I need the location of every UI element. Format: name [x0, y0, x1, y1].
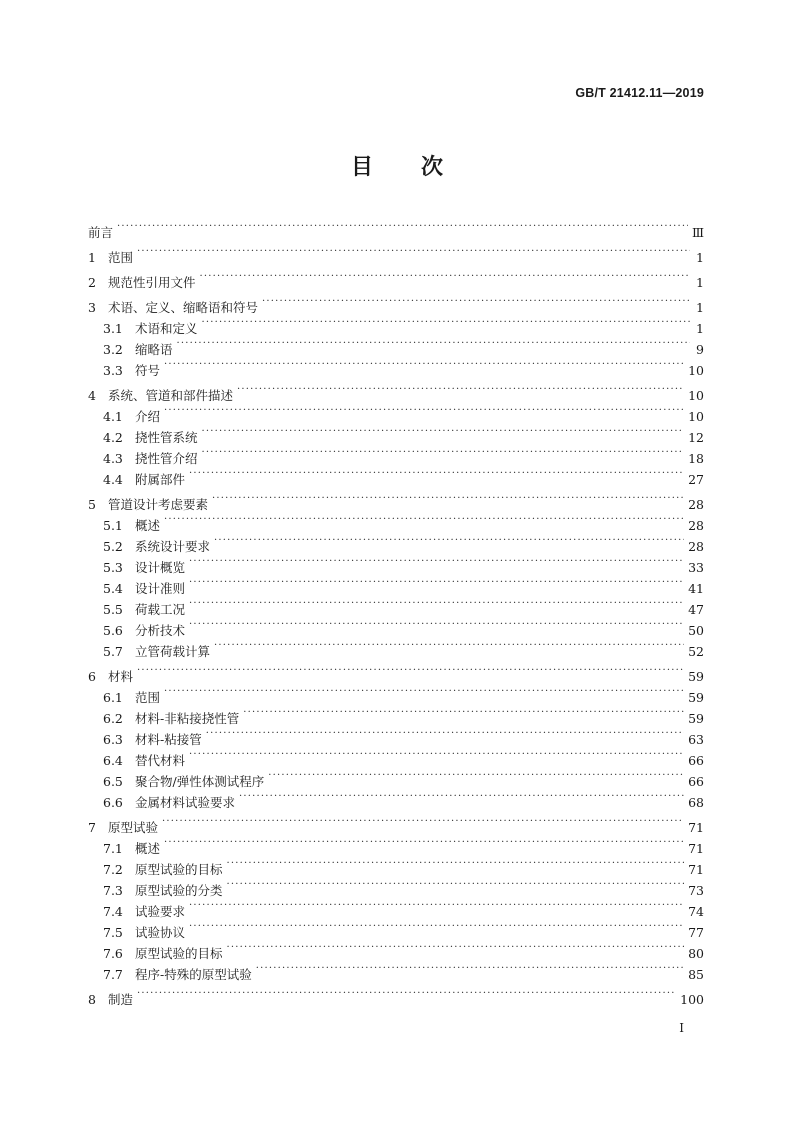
- dot-leader: [227, 937, 685, 958]
- toc-entry-label: 缩略语: [135, 342, 173, 357]
- dot-leader: [237, 379, 684, 400]
- toc-entry[interactable]: [88, 216, 704, 240]
- dot-leader: [137, 241, 690, 262]
- toc-entry-number: 5.5: [103, 602, 123, 617]
- toc-entry-page: 71: [688, 841, 704, 856]
- toc-entry-number: 6.5: [103, 774, 123, 789]
- dot-leader: [202, 312, 690, 333]
- toc-entry-label: 规范性引用文件: [108, 275, 196, 290]
- dot-leader: [200, 266, 690, 287]
- dot-leader: [256, 958, 684, 979]
- toc-entry[interactable]: [88, 291, 704, 315]
- toc-entry-number: 5.3: [103, 560, 123, 575]
- toc-entry[interactable]: [88, 241, 704, 265]
- toc-entry[interactable]: [88, 681, 704, 705]
- toc-entry-page: 59: [688, 690, 704, 705]
- toc-entry-label: 系统、管道和部件描述: [108, 388, 234, 403]
- toc-entry-number: 6.3: [103, 732, 123, 747]
- page-title: [0, 150, 794, 181]
- toc-entry-number: 4.3: [103, 451, 123, 466]
- dot-leader: [189, 614, 684, 635]
- toc-entry-page: 10: [688, 409, 704, 424]
- toc-entry-number: 5.6: [103, 623, 123, 638]
- toc-entry-page: 85: [688, 967, 704, 982]
- toc-entry-page: 68: [688, 795, 704, 810]
- toc-entry-number: 4: [88, 388, 96, 403]
- toc-entry-number: 5.4: [103, 581, 123, 596]
- toc-entry-label: 立管荷载计算: [135, 644, 211, 659]
- toc-entry-number: 2: [88, 275, 96, 290]
- toc-entry-label: 原型试验的目标: [135, 862, 223, 877]
- toc-entry-label: 挠性管系统: [135, 430, 198, 445]
- toc-entry-number: 6.1: [103, 690, 123, 705]
- dot-leader: [117, 216, 688, 237]
- dot-leader: [202, 421, 685, 442]
- toc-entry-page: 28: [688, 497, 704, 512]
- dot-leader: [164, 354, 684, 375]
- toc-entry-number: 6.4: [103, 753, 123, 768]
- toc-entry-label: 附属部件: [135, 472, 186, 487]
- toc-entry-label: 设计准则: [135, 581, 186, 596]
- toc-entry-number: 3.1: [103, 321, 123, 336]
- toc-entry-number: 8: [88, 992, 96, 1007]
- toc-entry-label: 范围: [108, 250, 134, 265]
- toc-entry-number: 1: [88, 250, 96, 265]
- dot-leader: [189, 551, 684, 572]
- toc-entry-page: 28: [688, 518, 704, 533]
- toc-entry-label: 系统设计要求: [135, 539, 211, 554]
- toc-entry-page: 71: [688, 862, 704, 877]
- toc-entry[interactable]: [88, 853, 704, 877]
- dot-leader: [189, 572, 684, 593]
- toc-entry-number: 7.5: [103, 925, 123, 940]
- toc-entry-label: 原型试验: [108, 820, 159, 835]
- dot-leader: [214, 530, 684, 551]
- toc-entry-page: 80: [688, 946, 704, 961]
- toc-entry-number: 4.1: [103, 409, 123, 424]
- toc-entry-page: 1: [696, 250, 704, 265]
- dot-leader: [189, 744, 684, 765]
- dot-leader: [164, 509, 684, 530]
- dot-leader: [227, 853, 685, 874]
- toc-entry-label: 术语、定义、缩略语和符号: [108, 300, 259, 315]
- toc-entry-number: 7.4: [103, 904, 123, 919]
- toc-entry-page: 10: [688, 388, 704, 403]
- toc-entry-page: Ⅲ: [691, 225, 704, 240]
- toc-entry-label: 材料: [108, 669, 134, 684]
- dot-leader: [202, 442, 685, 463]
- toc-entry-page: 71: [688, 820, 704, 835]
- dot-leader: [268, 765, 684, 786]
- toc-entry-number: 7.6: [103, 946, 123, 961]
- toc-entry-label: 符号: [135, 363, 161, 378]
- toc-entry[interactable]: [88, 488, 704, 512]
- dot-leader: [164, 400, 684, 421]
- toc-entry-label: 试验协议: [135, 925, 186, 940]
- table-of-contents: [88, 216, 704, 1007]
- toc-entry-label: 概述: [135, 841, 161, 856]
- toc-entry-page: 66: [688, 774, 704, 789]
- toc-entry[interactable]: [88, 333, 704, 357]
- toc-entry[interactable]: [88, 702, 704, 726]
- toc-entry[interactable]: [88, 354, 704, 378]
- toc-entry-number: 6.2: [103, 711, 123, 726]
- dot-leader: [239, 786, 684, 807]
- toc-entry-number: 4.4: [103, 472, 123, 487]
- toc-entry-page: 18: [688, 451, 704, 466]
- standard-code: GB/T 21412.11—2019: [575, 86, 704, 100]
- dot-leader: [177, 333, 690, 354]
- dot-leader: [189, 916, 684, 937]
- toc-entry-page: 1: [696, 275, 704, 290]
- toc-entry-label: 材料-非粘接挠性管: [135, 711, 240, 726]
- toc-entry-page: 50: [688, 623, 704, 638]
- toc-entry-number: 5.7: [103, 644, 123, 659]
- toc-entry-page: 12: [688, 430, 704, 445]
- toc-entry-page: 33: [688, 560, 704, 575]
- dot-leader: [137, 983, 676, 1004]
- toc-entry-number: 7.2: [103, 862, 123, 877]
- toc-entry[interactable]: [88, 266, 704, 290]
- toc-entry-label: 介绍: [135, 409, 161, 424]
- toc-entry-number: 7: [88, 820, 96, 835]
- toc-entry[interactable]: [88, 379, 704, 403]
- toc-entry-page: 28: [688, 539, 704, 554]
- toc-entry-page: 9: [696, 342, 704, 357]
- toc-entry-number: 6: [88, 669, 96, 684]
- toc-entry-number: 3.2: [103, 342, 123, 357]
- toc-entry-label: 原型试验的目标: [135, 946, 223, 961]
- dot-leader: [189, 593, 684, 614]
- toc-entry[interactable]: [88, 530, 704, 554]
- title-part-1: 目: [350, 155, 373, 180]
- dot-leader: [162, 811, 684, 832]
- toc-entry-label: 管道设计考虑要素: [108, 497, 209, 512]
- toc-entry-label: 聚合物/弹性体测试程序: [135, 774, 265, 789]
- toc-entry-label: 设计概览: [135, 560, 186, 575]
- toc-entry[interactable]: [88, 421, 704, 445]
- toc-entry-label: 材料-粘接管: [135, 732, 202, 747]
- toc-entry-label: 范围: [135, 690, 161, 705]
- toc-entry-number: 6.6: [103, 795, 123, 810]
- toc-entry-page: 52: [688, 644, 704, 659]
- dot-leader: [164, 832, 684, 853]
- toc-entry-number: 3.3: [103, 363, 123, 378]
- toc-entry-label: 术语和定义: [135, 321, 198, 336]
- title-part-2: 次: [421, 155, 444, 180]
- toc-entry[interactable]: [88, 509, 704, 533]
- dot-leader: [214, 635, 684, 656]
- toc-entry-page: 77: [688, 925, 704, 940]
- toc-entry-label: 概述: [135, 518, 161, 533]
- dot-leader: [243, 702, 684, 723]
- toc-entry-page: 74: [688, 904, 704, 919]
- toc-entry-label: 挠性管介绍: [135, 451, 198, 466]
- dot-leader: [189, 463, 684, 484]
- toc-entry-number: 3: [88, 300, 96, 315]
- page-number: I: [679, 1021, 684, 1035]
- toc-entry-page: 66: [688, 753, 704, 768]
- toc-entry-page: 1: [696, 300, 704, 315]
- toc-entry-label: 金属材料试验要求: [135, 795, 236, 810]
- toc-entry-number: 5: [88, 497, 96, 512]
- toc-entry[interactable]: [88, 832, 704, 856]
- toc-entry-number: 5.1: [103, 518, 123, 533]
- toc-entry-page: 100: [680, 992, 704, 1007]
- dot-leader: [164, 681, 684, 702]
- toc-entry-number: 7.1: [103, 841, 123, 856]
- toc-entry-label: 分析技术: [135, 623, 186, 638]
- dot-leader: [206, 723, 684, 744]
- toc-entry-label: 替代材料: [135, 753, 186, 768]
- dot-leader: [189, 895, 684, 916]
- toc-entry-label: 制造: [108, 992, 134, 1007]
- toc-entry-label: 前言: [88, 225, 114, 240]
- toc-entry-page: 41: [688, 581, 704, 596]
- toc-entry[interactable]: [88, 400, 704, 424]
- dot-leader: [212, 488, 684, 509]
- toc-entry-number: 4.2: [103, 430, 123, 445]
- toc-entry-label: 程序-特殊的原型试验: [135, 967, 252, 982]
- dot-leader: [137, 660, 684, 681]
- toc-entry-page: 47: [688, 602, 704, 617]
- toc-entry-page: 27: [688, 472, 704, 487]
- toc-entry-page: 59: [688, 669, 704, 684]
- toc-entry[interactable]: [88, 983, 704, 1007]
- toc-entry-page: 10: [688, 363, 704, 378]
- toc-entry-page: 1: [696, 321, 704, 336]
- toc-entry-label: 荷载工况: [135, 602, 186, 617]
- toc-entry[interactable]: [88, 811, 704, 835]
- toc-entry-number: 5.2: [103, 539, 123, 554]
- dot-leader: [262, 291, 690, 312]
- toc-entry[interactable]: [88, 660, 704, 684]
- toc-entry-page: 59: [688, 711, 704, 726]
- toc-entry-number: 7.3: [103, 883, 123, 898]
- toc-entry-page: 73: [688, 883, 704, 898]
- toc-entry-label: 试验要求: [135, 904, 186, 919]
- toc-entry-number: 7.7: [103, 967, 123, 982]
- toc-entry-label: 原型试验的分类: [135, 883, 223, 898]
- dot-leader: [227, 874, 685, 895]
- toc-entry-page: 63: [688, 732, 704, 747]
